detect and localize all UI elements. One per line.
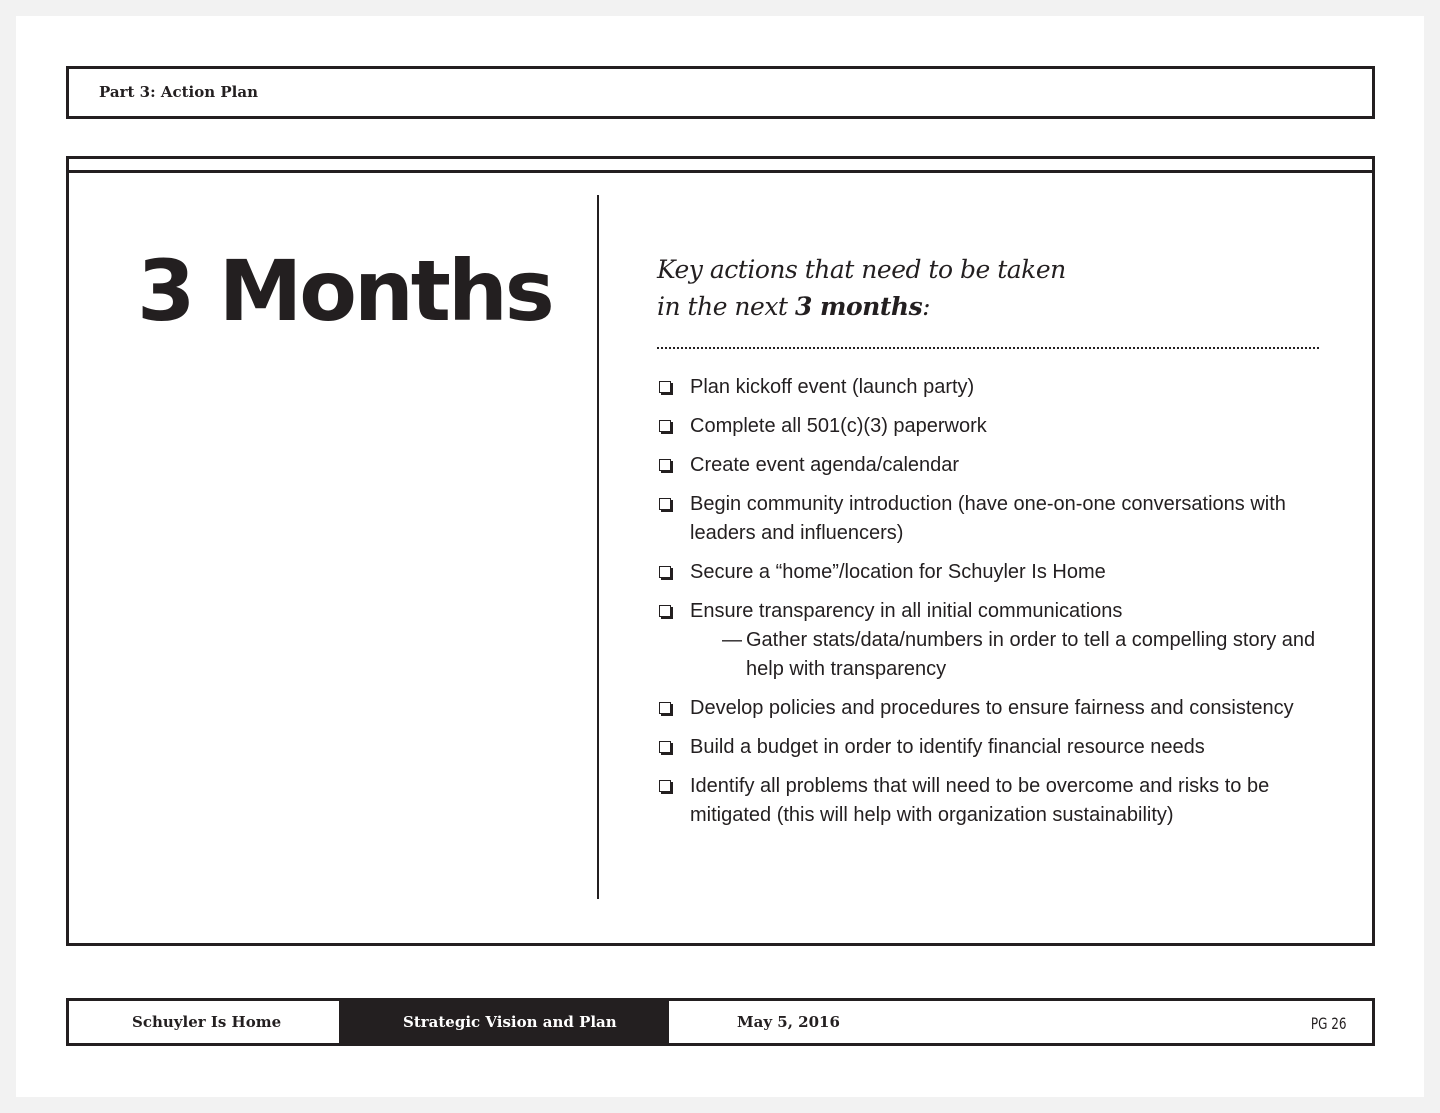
list-item <box>657 412 1317 441</box>
action-text: Plan kickoff event (launch party) <box>690 376 975 398</box>
action-text: Develop policies and procedures to ensure fairness and consistency <box>690 697 1294 719</box>
action-text: Build a budget in order to identify financial resource needs <box>690 736 1205 758</box>
dotted-separator <box>657 347 1319 349</box>
footer-date: May 5, 2016 <box>737 1013 840 1031</box>
checkbox-icon <box>659 741 671 753</box>
footer-organization: Schuyler Is Home <box>132 1013 282 1031</box>
list-item <box>657 733 1317 762</box>
sub-action <box>690 626 1317 684</box>
list-item <box>657 772 1317 830</box>
action-text: Secure a “home”/location for Schuyler Is Home <box>690 561 1106 583</box>
action-text: Begin community introduction (have one-on-one conversations with leaders and influencers) <box>690 493 1286 544</box>
checkbox-icon <box>659 702 671 714</box>
document-page <box>16 16 1424 1097</box>
page-number: PG 26 <box>1310 1014 1346 1033</box>
content-panel <box>66 156 1375 946</box>
intro-emphasis: 3 months <box>794 292 923 321</box>
section-header <box>66 66 1375 119</box>
list-item <box>657 597 1317 684</box>
panel-top-rule <box>69 170 1372 173</box>
checkbox-icon <box>659 498 671 510</box>
page-footer <box>66 998 1375 1046</box>
checkbox-icon <box>659 780 671 792</box>
list-item <box>657 490 1317 548</box>
checkbox-icon <box>659 605 671 617</box>
checkbox-icon <box>659 420 671 432</box>
intro-suffix: : <box>922 292 931 321</box>
checkbox-icon <box>659 459 671 471</box>
action-checklist <box>657 373 1317 840</box>
sub-action-dash: — <box>722 629 742 651</box>
action-text: Create event agenda/calendar <box>690 454 960 476</box>
checkbox-icon <box>659 566 671 578</box>
list-item <box>657 694 1317 723</box>
footer-title-band <box>339 1001 669 1043</box>
checkbox-icon <box>659 381 671 393</box>
list-item <box>657 558 1317 587</box>
sub-action-text: Gather stats/data/numbers in order to tell a compelling story and help with transparency <box>746 629 1316 680</box>
column-divider <box>597 195 599 899</box>
intro-line-2 <box>657 288 1066 325</box>
action-text: Identify all problems that will need to be overcome and risks to be mitigated (this will help with organization sustainability) <box>690 775 1270 826</box>
action-text: Ensure transparency in all initial communications <box>690 600 1123 622</box>
intro-prefix: in the next <box>657 292 788 321</box>
actions-intro <box>657 251 1066 325</box>
footer-document-title: Strategic Vision and Plan <box>403 1013 617 1031</box>
timeframe-heading: 3 Months <box>137 242 552 340</box>
intro-line-1: Key actions that need to be taken <box>657 255 1066 284</box>
action-text: Complete all 501(c)(3) paperwork <box>690 415 987 437</box>
list-item <box>657 451 1317 480</box>
list-item <box>657 373 1317 402</box>
section-title: Part 3: Action Plan <box>99 83 258 101</box>
